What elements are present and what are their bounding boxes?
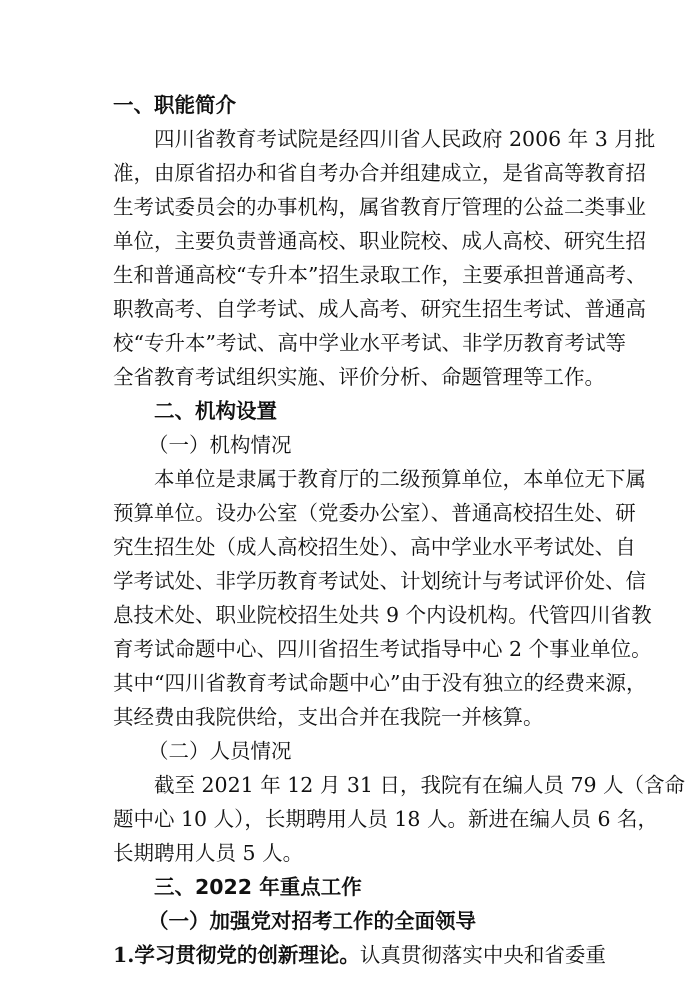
paragraph-line: 准，由原省招办和省自考办合并组建成立，是省高等教育招 [113, 161, 646, 185]
paragraph-line: 育考试命题中心、四川省招生考试指导中心 2 个事业单位。 [113, 637, 652, 661]
subsection-heading-bold: （一）加强党对招考工作的全面领导 [148, 909, 476, 933]
paragraph-line: 本单位是隶属于教育厅的二级预算单位，本单位无下属 [154, 467, 646, 491]
paragraph-line: 学考试处、非学历教育考试处、计划统计与考试评价处、信 [113, 569, 646, 593]
paragraph-line: 题中心 10 人），长期聘用人员 18 人。新进在编人员 6 名， [113, 807, 659, 831]
item-lead: 1.学习贯彻党的创新理论。 [113, 943, 360, 967]
paragraph-line: 全省教育考试组织实施、评价分析、命题管理等工作。 [113, 365, 605, 389]
paragraph-line: 长期聘用人员 5 人。 [113, 841, 304, 865]
paragraph-line: 校“专升本”考试、高中学业水平考试、非学历教育考试等 [113, 331, 626, 355]
paragraph-line: 息技术处、职业院校招生处共 9 个内设机构。代管四川省教 [113, 603, 652, 627]
paragraph-line: 四川省教育考试院是经四川省人民政府 2006 年 3 月批 [154, 127, 656, 151]
paragraph-line: 究生招生处（成人高校招生处）、高中学业水平考试处、自 [113, 535, 636, 559]
paragraph-line: 生和普通高校“专升本”招生录取工作，主要承担普通高考、 [113, 263, 647, 287]
item-text: 认真贯彻落实中央和省委重 [359, 943, 606, 967]
paragraph-line: 单位，主要负责普通高校、职业院校、成人高校、研究生招 [113, 229, 646, 253]
paragraph-line: 预算单位。设办公室（党委办公室）、普通高校招生处、研 [113, 501, 636, 525]
section-heading-2: 二、机构设置 [154, 399, 277, 423]
paragraph-line: 其中“四川省教育考试命题中心”由于没有独立的经费来源， [113, 671, 647, 695]
paragraph-line: 职教高考、自学考试、成人高考、研究生招生考试、普通高 [113, 297, 646, 321]
subsection-heading: （一）机构情况 [148, 433, 292, 457]
subsection-heading: （二）人员情况 [148, 739, 292, 763]
section-heading-1: 一、职能简介 [113, 93, 236, 117]
paragraph-line: 生考试委员会的办事机构，属省教育厅管理的公益二类事业 [113, 195, 646, 219]
section-heading-3: 三、2022 年重点工作 [154, 875, 362, 899]
paragraph-line: 其经费由我院供给，支出合并在我院一并核算。 [113, 705, 544, 729]
paragraph-line: 截至 2021 年 12 月 31 日，我院有在编人员 79 人（含命 [154, 773, 686, 797]
paragraph-line [113, 941, 606, 969]
